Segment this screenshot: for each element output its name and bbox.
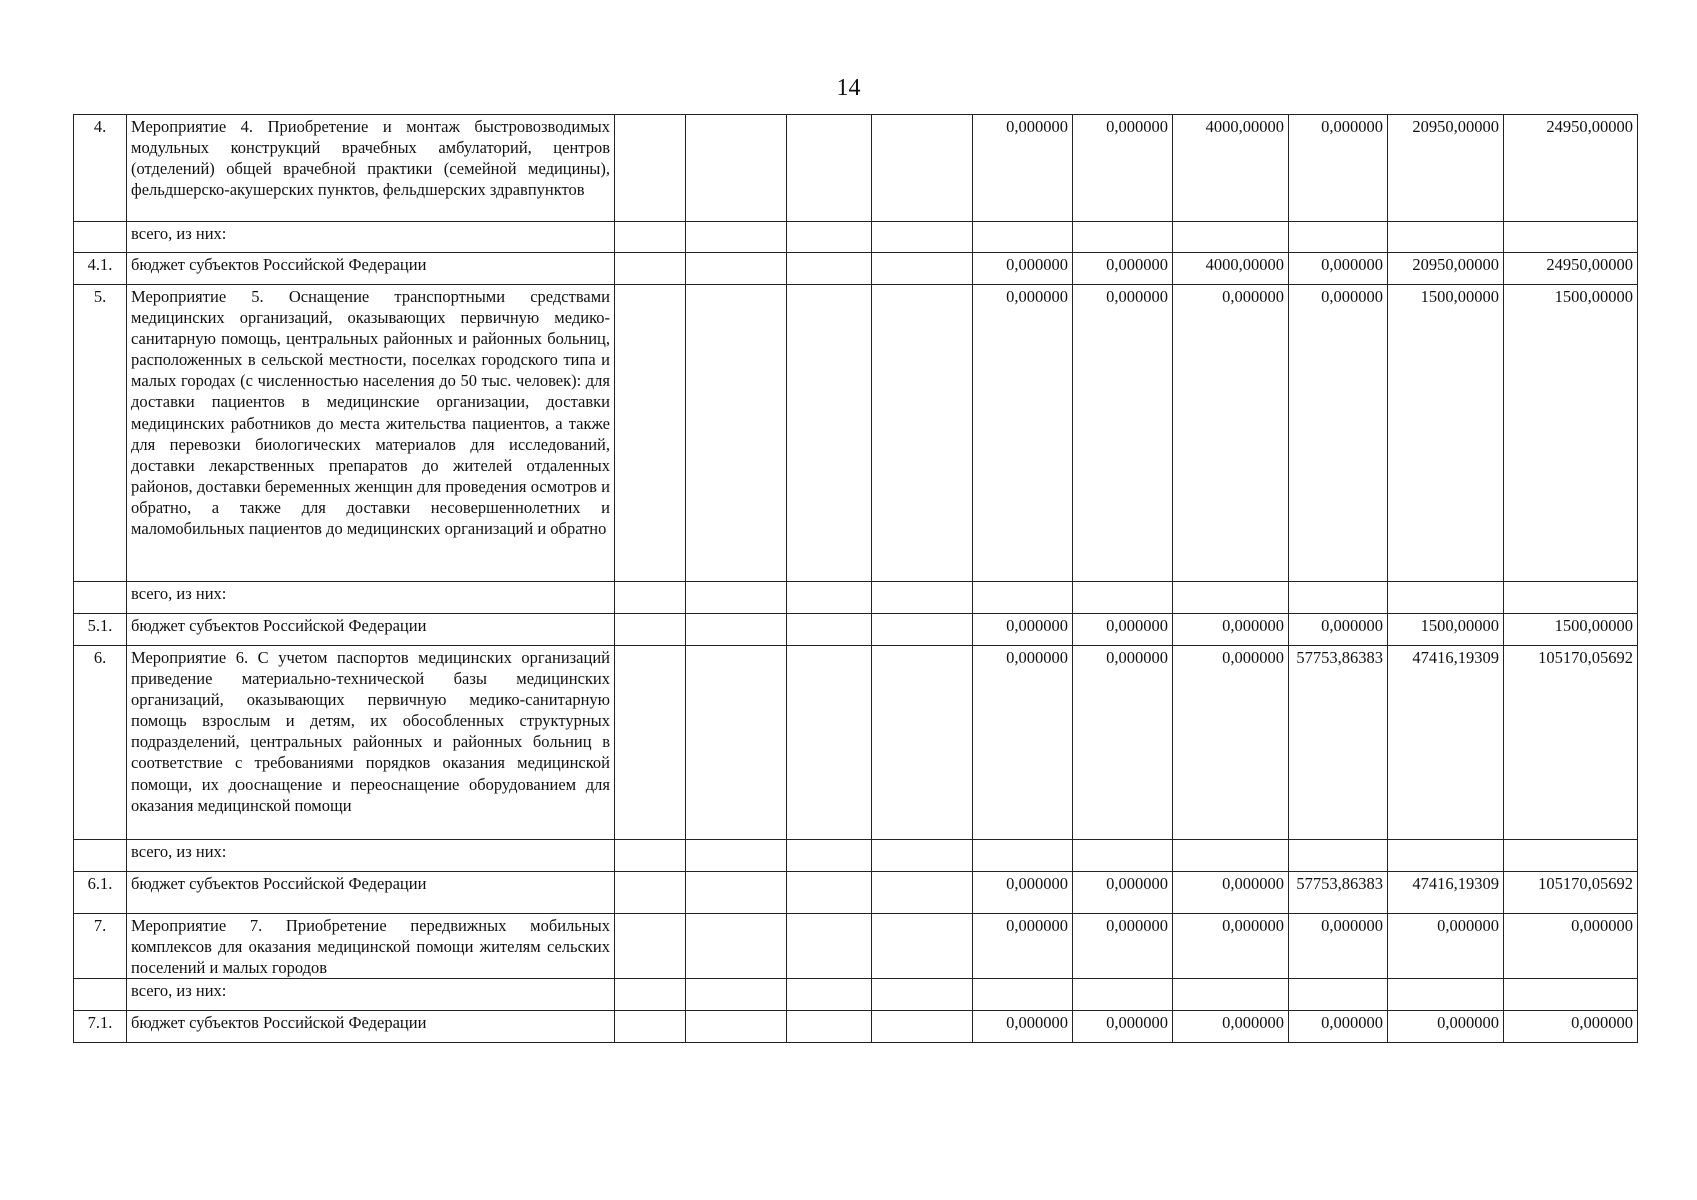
value-cell: 0,000000 xyxy=(1073,285,1173,582)
empty-cell xyxy=(872,1011,973,1043)
value-cell: 57753,86383 xyxy=(1289,646,1388,840)
value-cell xyxy=(1173,979,1289,1011)
value-cell: 0,000000 xyxy=(1504,1011,1638,1043)
budget-table xyxy=(73,114,1638,1043)
value-cell: 0,000000 xyxy=(1289,914,1388,979)
row-number: 4.1. xyxy=(74,253,127,285)
empty-cell xyxy=(615,872,686,914)
row-number: 6.1. xyxy=(74,872,127,914)
table-row xyxy=(74,285,1638,582)
row-number xyxy=(74,222,127,253)
empty-cell xyxy=(787,1011,872,1043)
value-cell xyxy=(1073,840,1173,872)
row-description: Мероприятие 6. С учетом паспортов медицинских организаций приведение материально-технической базы медицинских организаций, оказывающих первичную медико-санитарную помощь взрослым и детям, их обособленных структурных подразделений, центральных районных и районных больниц в соответствие с требованиями порядков оказания медицинской помощи, их дооснащение и переоснащение оборудованием для оказания медицинской помощи xyxy=(127,646,615,840)
value-cell xyxy=(1388,222,1504,253)
value-cell xyxy=(1388,582,1504,614)
value-cell: 0,000000 xyxy=(1289,285,1388,582)
empty-cell xyxy=(787,253,872,285)
value-cell: 1500,00000 xyxy=(1388,285,1504,582)
page-number: 14 xyxy=(836,75,861,101)
value-cell: 47416,19309 xyxy=(1388,646,1504,840)
empty-cell xyxy=(615,646,686,840)
empty-cell xyxy=(787,115,872,222)
empty-cell xyxy=(686,253,787,285)
empty-cell xyxy=(787,914,872,979)
empty-cell xyxy=(872,222,973,253)
empty-cell xyxy=(787,840,872,872)
value-cell: 47416,19309 xyxy=(1388,872,1504,914)
row-description: бюджет субъектов Российской Федерации xyxy=(127,614,615,646)
empty-cell xyxy=(615,115,686,222)
empty-cell xyxy=(872,253,973,285)
value-cell: 0,000000 xyxy=(1388,1011,1504,1043)
row-description: всего, из них: xyxy=(127,582,615,614)
table-row xyxy=(74,646,1638,840)
empty-cell xyxy=(872,115,973,222)
empty-cell xyxy=(686,582,787,614)
value-cell: 0,000000 xyxy=(1173,1011,1289,1043)
value-cell: 0,000000 xyxy=(1073,1011,1173,1043)
value-cell: 0,000000 xyxy=(1504,914,1638,979)
value-cell: 0,000000 xyxy=(1173,872,1289,914)
table-row xyxy=(74,614,1638,646)
row-description: всего, из них: xyxy=(127,222,615,253)
value-cell: 57753,86383 xyxy=(1289,872,1388,914)
value-cell: 1500,00000 xyxy=(1504,614,1638,646)
row-number xyxy=(74,979,127,1011)
value-cell: 20950,00000 xyxy=(1388,253,1504,285)
empty-cell xyxy=(686,1011,787,1043)
empty-cell xyxy=(872,979,973,1011)
value-cell xyxy=(1073,582,1173,614)
row-description: Мероприятие 7. Приобретение передвижных мобильных комплексов для оказания медицинской помощи жителям сельских поселений и малых городов xyxy=(127,914,615,979)
empty-cell xyxy=(686,614,787,646)
row-number: 7.1. xyxy=(74,1011,127,1043)
empty-cell xyxy=(686,222,787,253)
value-cell xyxy=(1073,979,1173,1011)
empty-cell xyxy=(872,840,973,872)
empty-cell xyxy=(615,840,686,872)
value-cell xyxy=(1173,840,1289,872)
value-cell: 24950,00000 xyxy=(1504,253,1638,285)
value-cell: 0,000000 xyxy=(1173,646,1289,840)
value-cell xyxy=(973,840,1073,872)
value-cell: 20950,00000 xyxy=(1388,115,1504,222)
value-cell: 4000,00000 xyxy=(1173,253,1289,285)
value-cell: 0,000000 xyxy=(1289,614,1388,646)
value-cell xyxy=(1289,582,1388,614)
empty-cell xyxy=(615,914,686,979)
empty-cell xyxy=(872,872,973,914)
empty-cell xyxy=(872,582,973,614)
value-cell: 0,000000 xyxy=(1173,285,1289,582)
empty-cell xyxy=(615,614,686,646)
empty-cell xyxy=(686,840,787,872)
value-cell: 0,000000 xyxy=(1073,253,1173,285)
empty-cell xyxy=(686,914,787,979)
empty-cell xyxy=(615,253,686,285)
table-row xyxy=(74,222,1638,253)
value-cell xyxy=(1289,840,1388,872)
row-number: 7. xyxy=(74,914,127,979)
empty-cell xyxy=(787,872,872,914)
table-row xyxy=(74,1011,1638,1043)
row-number: 5. xyxy=(74,285,127,582)
empty-cell xyxy=(872,914,973,979)
empty-cell xyxy=(787,285,872,582)
row-description: бюджет субъектов Российской Федерации xyxy=(127,1011,615,1043)
value-cell: 0,000000 xyxy=(973,253,1073,285)
table-row xyxy=(74,914,1638,979)
empty-cell xyxy=(615,1011,686,1043)
value-cell xyxy=(1504,582,1638,614)
empty-cell xyxy=(787,614,872,646)
empty-cell xyxy=(787,582,872,614)
value-cell xyxy=(1173,222,1289,253)
value-cell: 0,000000 xyxy=(1073,872,1173,914)
value-cell xyxy=(1289,979,1388,1011)
value-cell: 0,000000 xyxy=(1173,614,1289,646)
value-cell: 0,000000 xyxy=(1173,914,1289,979)
value-cell: 1500,00000 xyxy=(1504,285,1638,582)
row-description: всего, из них: xyxy=(127,840,615,872)
row-number xyxy=(74,582,127,614)
value-cell: 0,000000 xyxy=(973,914,1073,979)
row-description: всего, из них: xyxy=(127,979,615,1011)
value-cell xyxy=(1388,840,1504,872)
row-description: Мероприятие 4. Приобретение и монтаж быстровозводимых модульных конструкций врачебных амбулаторий, центров (отделений) общей врачебной практики (семейной медицины), фельдшерско-акушерских пунктов, фельдшерских здравпунктов xyxy=(127,115,615,222)
table-row xyxy=(74,872,1638,914)
value-cell: 105170,05692 xyxy=(1504,646,1638,840)
value-cell: 0,000000 xyxy=(1073,115,1173,222)
empty-cell xyxy=(615,979,686,1011)
value-cell: 0,000000 xyxy=(1073,646,1173,840)
value-cell: 0,000000 xyxy=(973,115,1073,222)
empty-cell xyxy=(615,222,686,253)
value-cell xyxy=(1073,222,1173,253)
empty-cell xyxy=(787,646,872,840)
value-cell xyxy=(1504,222,1638,253)
value-cell: 0,000000 xyxy=(973,872,1073,914)
value-cell: 1500,00000 xyxy=(1388,614,1504,646)
value-cell: 0,000000 xyxy=(973,1011,1073,1043)
row-number: 5.1. xyxy=(74,614,127,646)
value-cell: 0,000000 xyxy=(1289,115,1388,222)
value-cell xyxy=(1173,582,1289,614)
value-cell: 0,000000 xyxy=(973,646,1073,840)
table-row xyxy=(74,840,1638,872)
table-row xyxy=(74,115,1638,222)
row-description: бюджет субъектов Российской Федерации xyxy=(127,872,615,914)
value-cell: 0,000000 xyxy=(1289,1011,1388,1043)
empty-cell xyxy=(686,285,787,582)
empty-cell xyxy=(686,115,787,222)
value-cell: 0,000000 xyxy=(973,285,1073,582)
row-number: 6. xyxy=(74,646,127,840)
row-number xyxy=(74,840,127,872)
empty-cell xyxy=(686,872,787,914)
table-row xyxy=(74,253,1638,285)
empty-cell xyxy=(615,582,686,614)
value-cell xyxy=(1504,840,1638,872)
value-cell xyxy=(1504,979,1638,1011)
empty-cell xyxy=(787,979,872,1011)
value-cell xyxy=(973,979,1073,1011)
empty-cell xyxy=(787,222,872,253)
value-cell: 4000,00000 xyxy=(1173,115,1289,222)
value-cell xyxy=(1388,979,1504,1011)
empty-cell xyxy=(615,285,686,582)
value-cell: 0,000000 xyxy=(973,614,1073,646)
empty-cell xyxy=(686,979,787,1011)
table-row xyxy=(74,979,1638,1011)
value-cell: 0,000000 xyxy=(1073,914,1173,979)
value-cell: 0,000000 xyxy=(1388,914,1504,979)
row-description: бюджет субъектов Российской Федерации xyxy=(127,253,615,285)
value-cell xyxy=(1289,222,1388,253)
value-cell: 0,000000 xyxy=(1073,614,1173,646)
value-cell xyxy=(973,582,1073,614)
value-cell: 0,000000 xyxy=(1289,253,1388,285)
value-cell: 105170,05692 xyxy=(1504,872,1638,914)
row-description: Мероприятие 5. Оснащение транспортными средствами медицинских организаций, оказывающих первичную медико-санитарную помощь, центральных районных и районных больниц, расположенных в сельской местности, поселках городского типа и малых городах (с численностью населения до 50 тыс. человек): для доставки пациентов в медицинские организации, доставки медицинских работников до места жительства пациентов, а также для перевозки биологических материалов для исследований, доставки лекарственных препаратов до жителей отдаленных районов, доставки беременных женщин для проведения осмотров и обратно, а также для доставки несовершеннолетних и маломобильных пациентов до медицинских организаций и обратно xyxy=(127,285,615,582)
row-number: 4. xyxy=(74,115,127,222)
empty-cell xyxy=(872,285,973,582)
table-row xyxy=(74,582,1638,614)
value-cell xyxy=(973,222,1073,253)
empty-cell xyxy=(686,646,787,840)
empty-cell xyxy=(872,646,973,840)
value-cell: 24950,00000 xyxy=(1504,115,1638,222)
empty-cell xyxy=(872,614,973,646)
